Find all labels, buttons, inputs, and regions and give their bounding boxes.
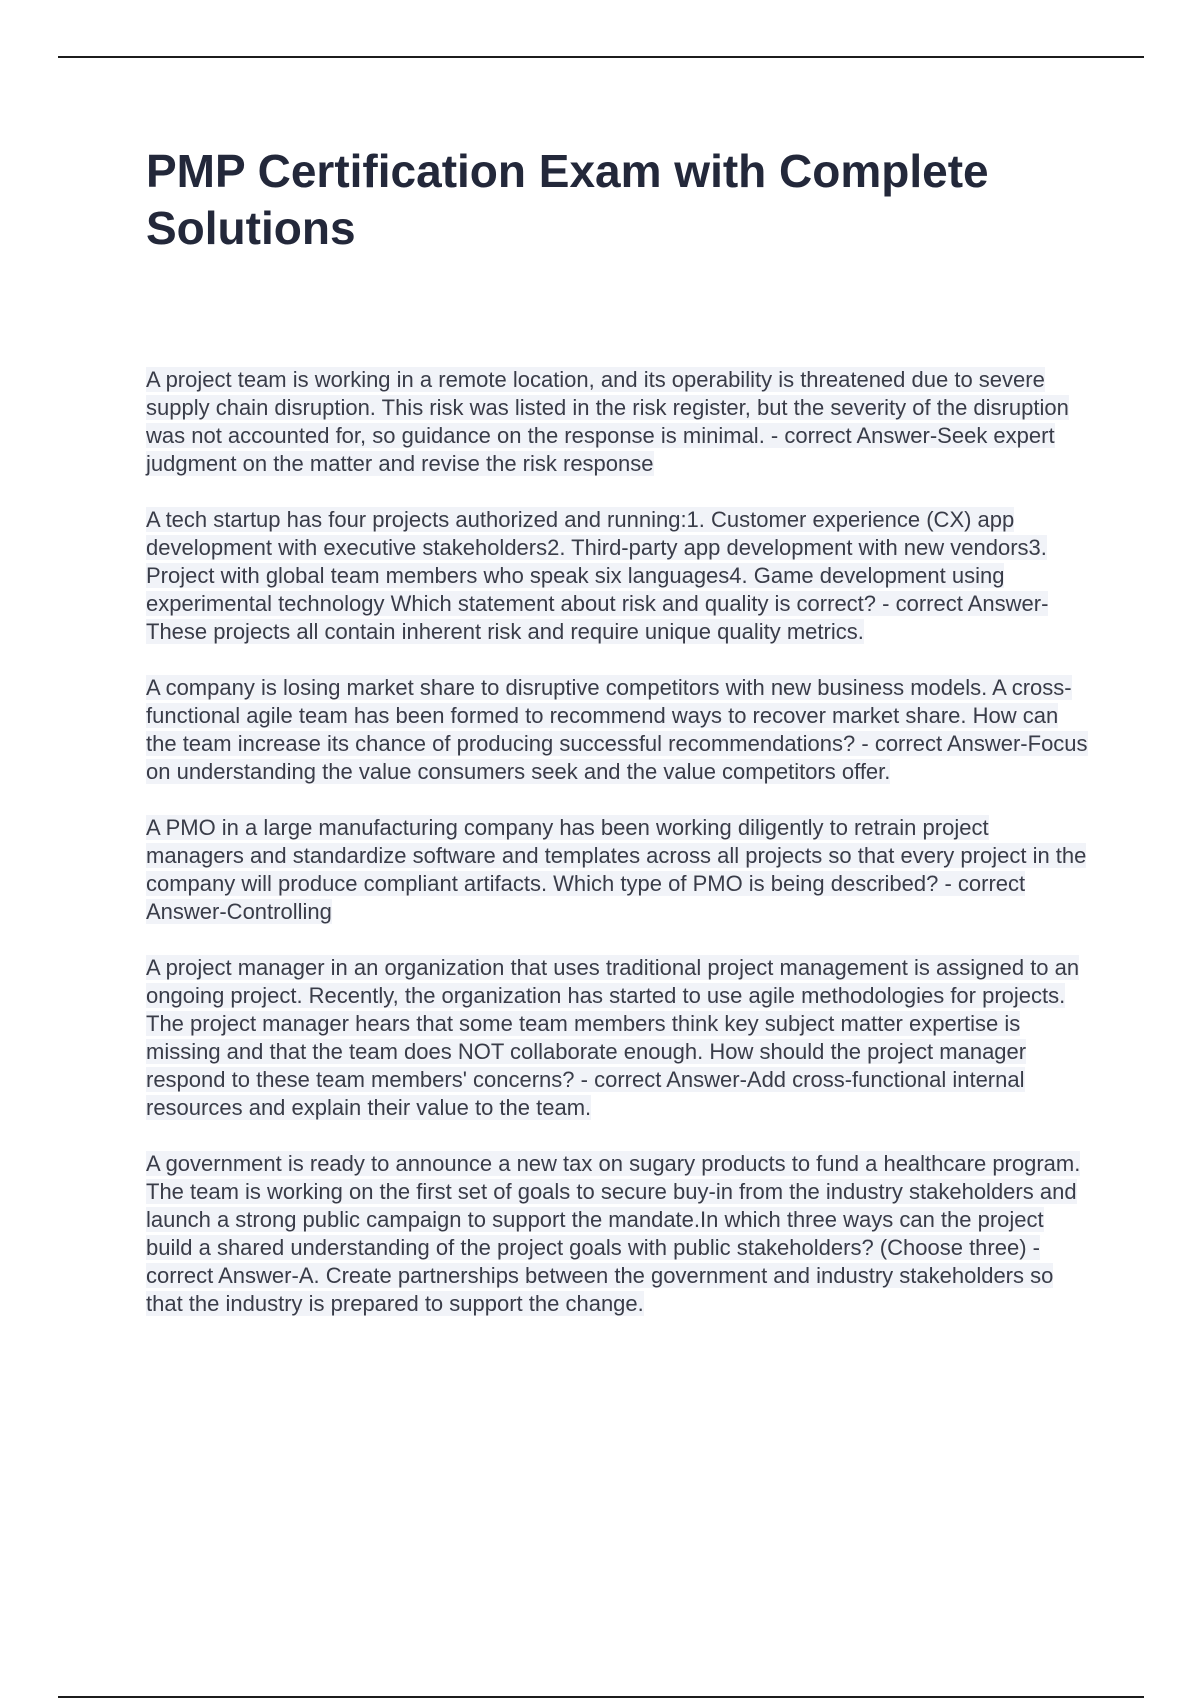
- qa-item: [146, 1150, 1090, 1318]
- qa-item: [146, 954, 1090, 1122]
- qa-text: A tech startup has four projects authorized and running:1. Customer experience (CX) app development with executive stakeholders2. Third-party app development with new vendors3. Project with global team members who speak six languages4. Game development using experimental technology Which statement about risk and quality is correct? - correct Answer-These projects all contain inherent risk and require unique quality metrics.: [146, 507, 1049, 644]
- bottom-divider: [58, 1696, 1144, 1698]
- qa-text: A company is losing market share to disruptive competitors with new business models. A cross-functional agile team has been formed to recommend ways to recover market share. How can the team increase its chance of producing successful recommendations? - correct Answer-Focus on understanding the value consumers seek and the value competitors offer.: [146, 675, 1088, 784]
- qa-item: [146, 674, 1090, 786]
- top-divider: [58, 56, 1144, 58]
- qa-text: A PMO in a large manufacturing company has been working diligently to retrain project managers and standardize software and templates across all projects so that every project in the company will produce compliant artifacts. Which type of PMO is being described? - correct Answer-Controlling: [146, 815, 1087, 924]
- qa-item: [146, 366, 1090, 478]
- qa-list: [146, 366, 1090, 1346]
- qa-item: [146, 814, 1090, 926]
- qa-item: [146, 506, 1090, 646]
- qa-text: A project team is working in a remote location, and its operability is threatened due to severe supply chain disruption. This risk was listed in the risk register, but the severity of the disruption was not accounted for, so guidance on the response is minimal. - correct Answer-Seek expert judgment on the matter and revise the risk response: [146, 367, 1069, 476]
- qa-text: A government is ready to announce a new tax on sugary products to fund a healthcare program. The team is working on the first set of goals to secure buy-in from the industry stakeholders and launch a strong public campaign to support the mandate.In which three ways can the project build a shared understanding of the project goals with public stakeholders? (Choose three) - correct Answer-A. Create partnerships between the government and industry stakeholders so that the industry is prepared to support the change.: [146, 1151, 1081, 1316]
- page-title: PMP Certification Exam with Complete Solutions: [146, 145, 989, 254]
- qa-text: A project manager in an organization that uses traditional project management is assigned to an ongoing project. Recently, the organization has started to use agile methodologies for projects. The project manager hears that some team members think key subject matter expertise is missing and that the team does NOT collaborate enough. How should the project manager respond to these team members' concerns? - correct Answer-Add cross-functional internal resources and explain their value to the team.: [146, 955, 1080, 1120]
